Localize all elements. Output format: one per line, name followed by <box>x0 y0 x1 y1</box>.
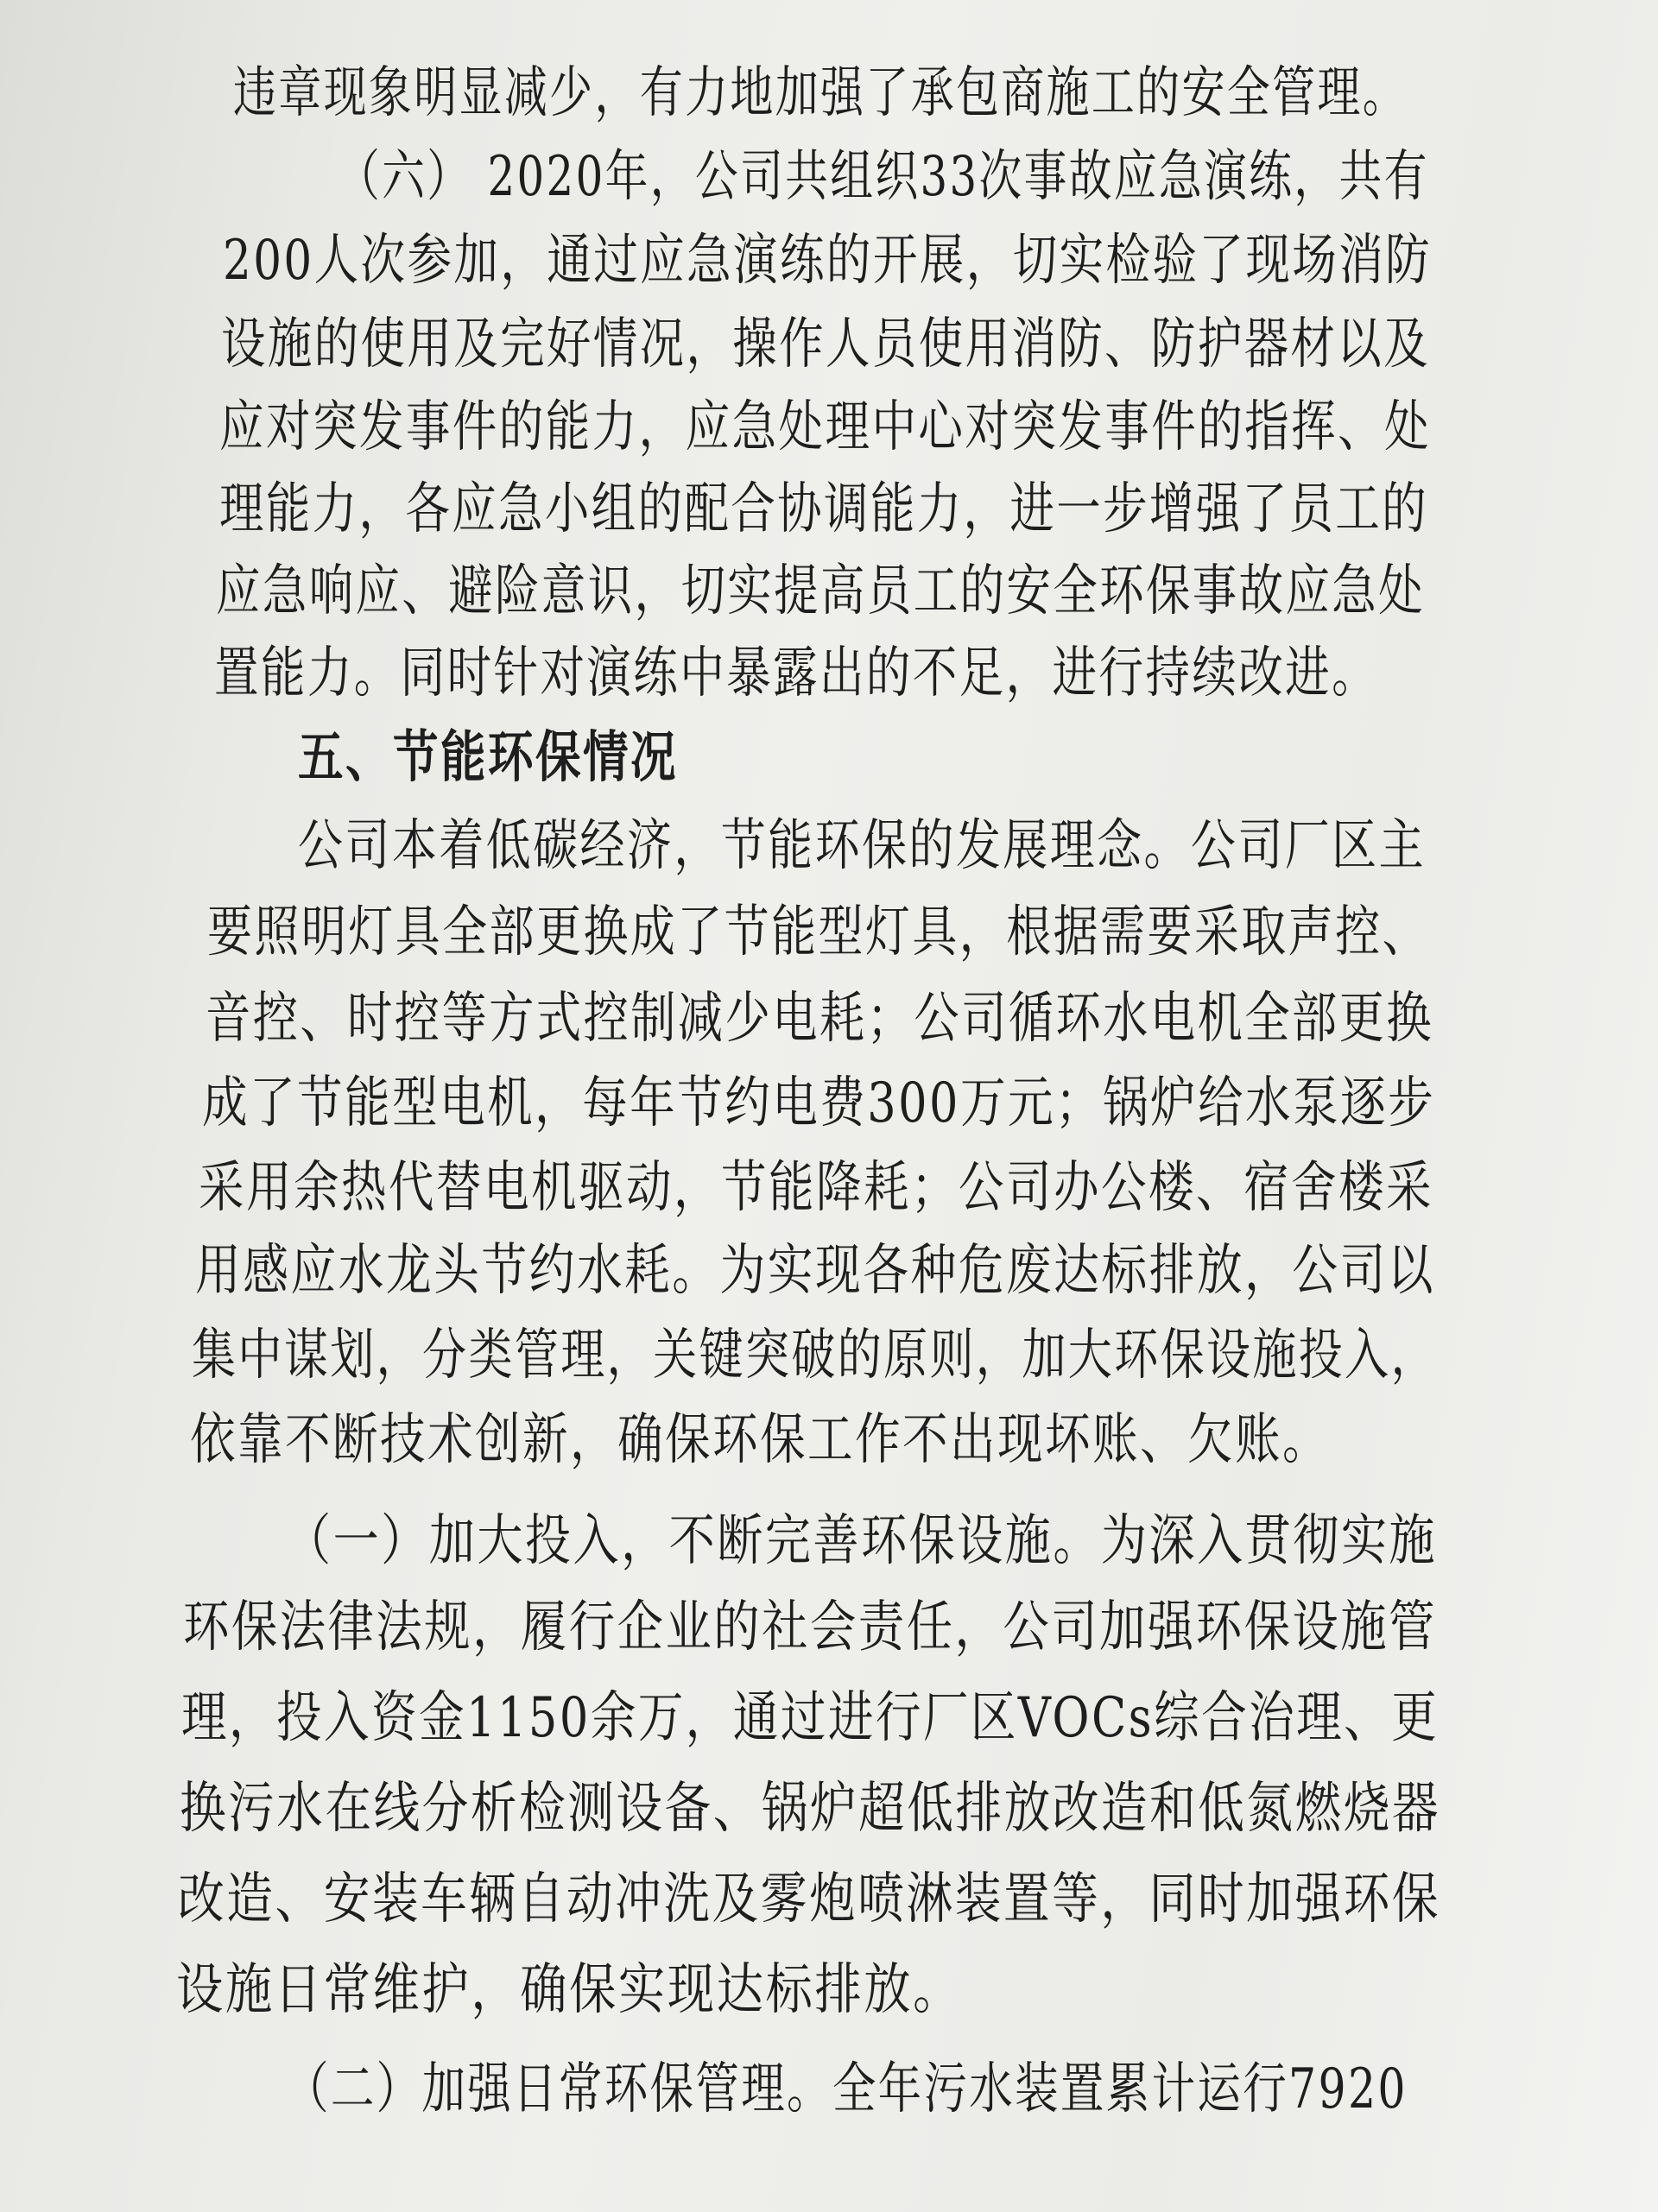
paragraph-line: （二）加强日常环保管理。全年污水装置累计运行7920 <box>285 2057 1408 2121</box>
paragraph-line: 要照明灯具全部更换成了节能型灯具，根据需要采取声控、 <box>207 901 1429 964</box>
paragraph-line: 改造、安装车辆自动冲洗及雾炮喷淋装置等，同时加强环保 <box>178 1868 1440 1931</box>
paragraph-line: （六） 2020年，公司共组织33次事故应急演练，共有 <box>337 145 1429 209</box>
paragraph-line: 用感应水龙头节约水耗。为实现各种危废达标排放，公司以 <box>195 1239 1435 1303</box>
paragraph-line: （一）加大投入，不断完善环保设施。为深入贯彻实施 <box>285 1509 1437 1573</box>
paragraph-line: 置能力。同时针对演练中暴露出的不足，进行持续改进。 <box>214 641 1378 705</box>
paragraph-line: 音控、时控等方式控制减少电耗；公司循环水电机全部更换 <box>206 987 1433 1051</box>
paragraph-line: 200人次参加，通过应急演练的开展，切实检验了现场消防 <box>223 229 1433 293</box>
paragraph-line: 依靠不断技术创新，确保环保工作不出现坏账、欠账。 <box>190 1408 1330 1472</box>
paragraph-line: 设施日常维护，确保实现达标排放。 <box>176 1958 962 2022</box>
section-heading: 五、节能环保情况 <box>298 726 678 790</box>
paragraph-line: 公司本着低碳经济，节能环保的发展理念。公司厂区主 <box>298 814 1426 878</box>
paragraph-line: 应急响应、避险意识，切实提高员工的安全环保事故应急处 <box>216 559 1425 623</box>
paragraph-line: 集中谋划，分类管理，关键突破的原则，加大环保设施投入， <box>192 1324 1437 1387</box>
paragraph-line: 理能力，各应急小组的配合协调能力，进一步增强了员工的 <box>219 477 1428 541</box>
paragraph-line: 应对突发事件的能力，应急处理中心对突发事件的指挥、处 <box>219 395 1431 459</box>
paragraph-line: 设施的使用及完好情况，操作人员使用消防、防护器材以及 <box>221 313 1430 376</box>
paragraph-line: 环保法律法规，履行企业的社会责任，公司加强环保设施管 <box>183 1596 1437 1659</box>
paragraph-line: 换污水在线分析检测设备、锅炉超低排放改造和低氮燃烧器 <box>180 1777 1440 1841</box>
paragraph-line: 采用余热代替电机驱动，节能降耗；公司办公楼、宿舍楼采 <box>199 1156 1433 1220</box>
paragraph-line: 理，投入资金1150余万，通过进行厂区VOCs综合治理、更 <box>181 1686 1440 1750</box>
paragraph-line: 成了节能型电机，每年节约电费300万元；锅炉给水泵逐步 <box>202 1071 1436 1135</box>
paragraph-line: 违章现象明显减少，有力地加强了承包商施工的安全管理。 <box>233 61 1408 125</box>
